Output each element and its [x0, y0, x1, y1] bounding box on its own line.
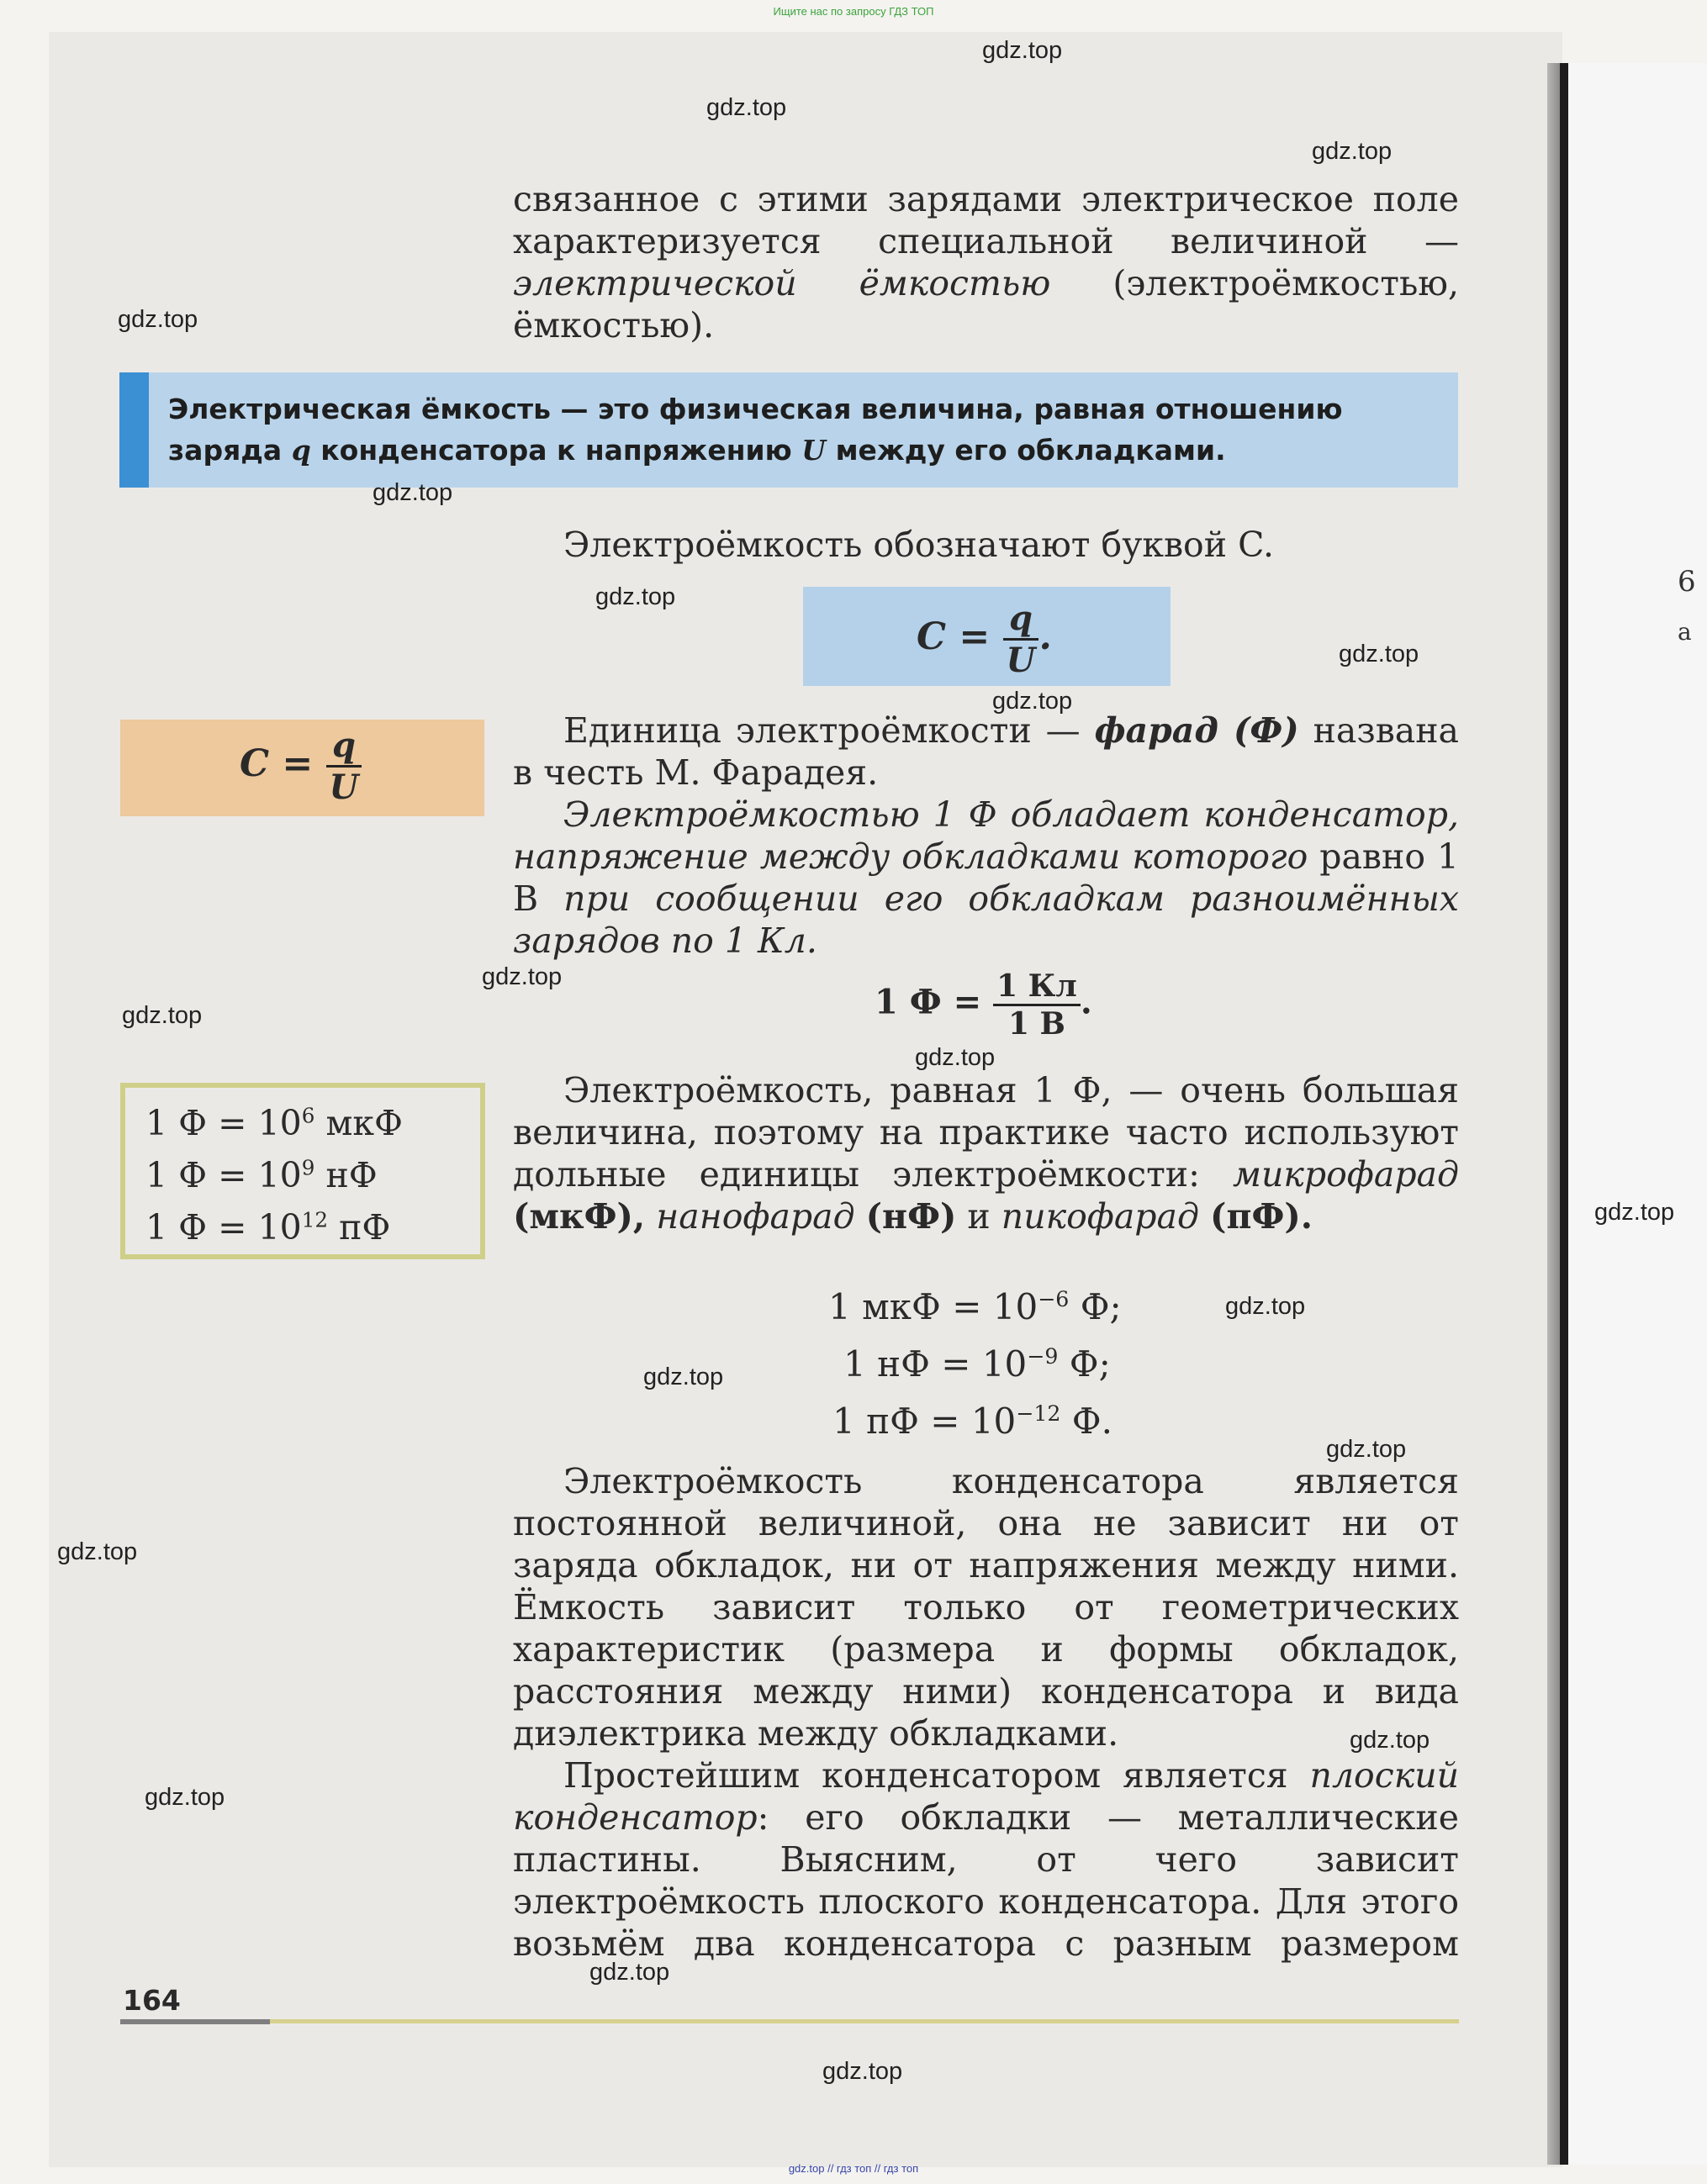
formula-end: . [1080, 982, 1092, 1022]
unit-line-nano [145, 1155, 378, 1195]
formula-den: U [1006, 641, 1036, 680]
unit-suffix: нФ [314, 1155, 378, 1195]
right-page-edge [1569, 63, 1707, 2165]
simple-text: Простейшим конденсатором является [563, 1755, 1288, 1796]
conv-exp: −6 [1038, 1287, 1070, 1311]
formula-lhs: C = [240, 742, 314, 785]
unit-base: 1 Ф = 10 [145, 1155, 302, 1195]
definition-part: между его обкладками. [835, 434, 1226, 467]
watermark: gdz.top [1326, 1436, 1407, 1463]
designation-line: Электроёмкость обозначают буквой C. [563, 525, 1275, 565]
micro-unit: (мкФ), [513, 1196, 646, 1237]
watermark: gdz.top [589, 1959, 670, 1986]
book-binding [1560, 63, 1568, 2165]
formula-main [917, 599, 1052, 680]
definition-part: Электрическая ёмкость — это физическая величина, равная отношению заряда [168, 393, 1343, 467]
conv-exp: −12 [1016, 1401, 1061, 1426]
watermark: gdz.top [122, 1002, 203, 1029]
large-value-paragraph [513, 1069, 1459, 1237]
definition-u: U [801, 434, 827, 467]
farad-formula [875, 968, 1092, 1042]
units-box [120, 1083, 485, 1259]
intro-italic: электрической ёмкостью [513, 263, 1051, 303]
edge-glyph: 6 [1678, 565, 1696, 599]
conversion-pico [832, 1401, 1112, 1442]
formula-num: q [1003, 599, 1039, 641]
conv-rhs: Ф; [1058, 1343, 1111, 1385]
watermark: gdz.top [1350, 1727, 1430, 1754]
unit-line-pico [145, 1207, 390, 1248]
definition-text [168, 388, 1442, 471]
definition-q: q [291, 434, 311, 467]
side-formula [240, 725, 362, 807]
watermark: gdz.top [822, 2058, 903, 2085]
pico-label: пикофарад [1001, 1196, 1199, 1237]
watermark: gdz.top [643, 1364, 724, 1390]
watermark: gdz.top [992, 688, 1073, 715]
watermark: gdz.top [373, 479, 453, 506]
conv-lhs: 1 мкФ = 10 [828, 1286, 1038, 1327]
watermark: gdz.top [915, 1044, 996, 1071]
simple-capacitor-paragraph [513, 1754, 1459, 1965]
unit-base: 1 Ф = 10 [145, 1207, 302, 1248]
definition-part: конденсатора к напряжению [320, 434, 792, 467]
watermark: gdz.top [595, 583, 676, 610]
unit-text: Единица электроёмкости — [563, 710, 1081, 751]
formula-lhs: 1 Ф = [875, 982, 982, 1022]
unit-base: 1 Ф = 10 [145, 1103, 302, 1143]
page-number: 164 [123, 1984, 181, 2017]
formula-den: 1 В [1007, 1006, 1065, 1042]
nano-unit: (нФ) [865, 1196, 957, 1237]
conv-lhs: 1 нФ = 10 [843, 1343, 1028, 1385]
farad-def-volt: равно 1 В [513, 836, 1460, 919]
farad-def-text: Электроёмкостью 1 Ф обладает конденсатор, напряжение между обкладками которого [513, 794, 1459, 877]
footer-rule-accent [120, 2019, 270, 2024]
watermark: gdz.top [706, 94, 787, 121]
constant-paragraph: Электроёмкость конденсатора является постоянной величиной, она не зависит ни от заряда обкладок, ни от напряжения между ними. Ёмкость зависит только от геометрических характеристик (размера и формы обкладок, расстояния между ними) конденсатора и вида диэлектрика между обкладками. [513, 1461, 1459, 1754]
and-word: и [967, 1196, 991, 1237]
conversion-nano [843, 1343, 1111, 1385]
watermark: gdz.top [1225, 1293, 1306, 1320]
formula-den: U [329, 768, 359, 807]
intro-paragraph [513, 178, 1459, 346]
formula-end: . [1038, 615, 1052, 658]
conv-lhs: 1 пФ = 10 [832, 1401, 1017, 1442]
large-text: Электроёмкость, равная 1 Ф, — очень большая величина, поэтому на практике часто используют дольные единицы электроёмкости: [513, 1070, 1459, 1195]
unit-exp: 12 [301, 1207, 329, 1232]
watermark: gdz.top [57, 1538, 138, 1565]
unit-exp: 9 [301, 1155, 315, 1180]
intro-tail: (электроёмкостью, ёмкостью). [513, 263, 1459, 346]
conv-rhs: Ф. [1060, 1401, 1112, 1442]
unit-exp: 6 [301, 1103, 315, 1128]
unit-text: названа в честь М. Фарадея. [513, 710, 1459, 793]
watermark: gdz.top [1339, 641, 1419, 667]
simple-text: : его обкладки — металлические пластины. Выясним, от чего зависит электроёмкость плоского конденсатора. Для этого возьмём два конденсатора с разным размером [513, 1797, 1459, 1964]
watermark: gdz.top [1594, 1199, 1675, 1226]
unit-farad: фарад (Ф) [1094, 710, 1299, 751]
farad-def-text: при сообщении его обкладкам разноимённых зарядов по 1 Кл. [513, 878, 1459, 961]
pico-unit: (пФ). [1210, 1196, 1313, 1237]
watermark: gdz.top [145, 1784, 225, 1811]
nano-label: нанофарад [656, 1196, 855, 1237]
footer-rule [120, 2019, 1459, 2023]
formula-lhs: C = [917, 615, 991, 658]
watermark: gdz.top [118, 306, 198, 333]
unit-line-micro [145, 1103, 403, 1143]
conversion-micro [828, 1286, 1122, 1327]
simple-italic: плоский конденсатор [513, 1755, 1459, 1838]
micro-label: микрофарад [1232, 1154, 1459, 1195]
formula-num: 1 Кл [993, 968, 1081, 1006]
bottom-note[interactable]: gdz.top // гдз топ // гдз топ [788, 2162, 919, 2175]
edge-glyph: a [1678, 618, 1692, 646]
unit-paragraph [513, 710, 1459, 794]
unit-suffix: мкФ [314, 1103, 403, 1143]
watermark: gdz.top [1312, 138, 1393, 165]
conv-exp: −9 [1027, 1344, 1059, 1369]
formula-num: q [326, 725, 362, 768]
farad-definition [513, 794, 1459, 962]
conv-rhs: Ф; [1069, 1286, 1122, 1327]
top-note[interactable]: Ищите нас по запросу ГДЗ ТОП [773, 5, 934, 18]
watermark: gdz.top [982, 37, 1063, 64]
watermark: gdz.top [482, 963, 563, 990]
intro-text: связанное с этими зарядами электрическое поле характеризуется специальной величиной — [513, 179, 1459, 261]
definition-bar [119, 372, 149, 488]
unit-suffix: пФ [328, 1207, 391, 1248]
